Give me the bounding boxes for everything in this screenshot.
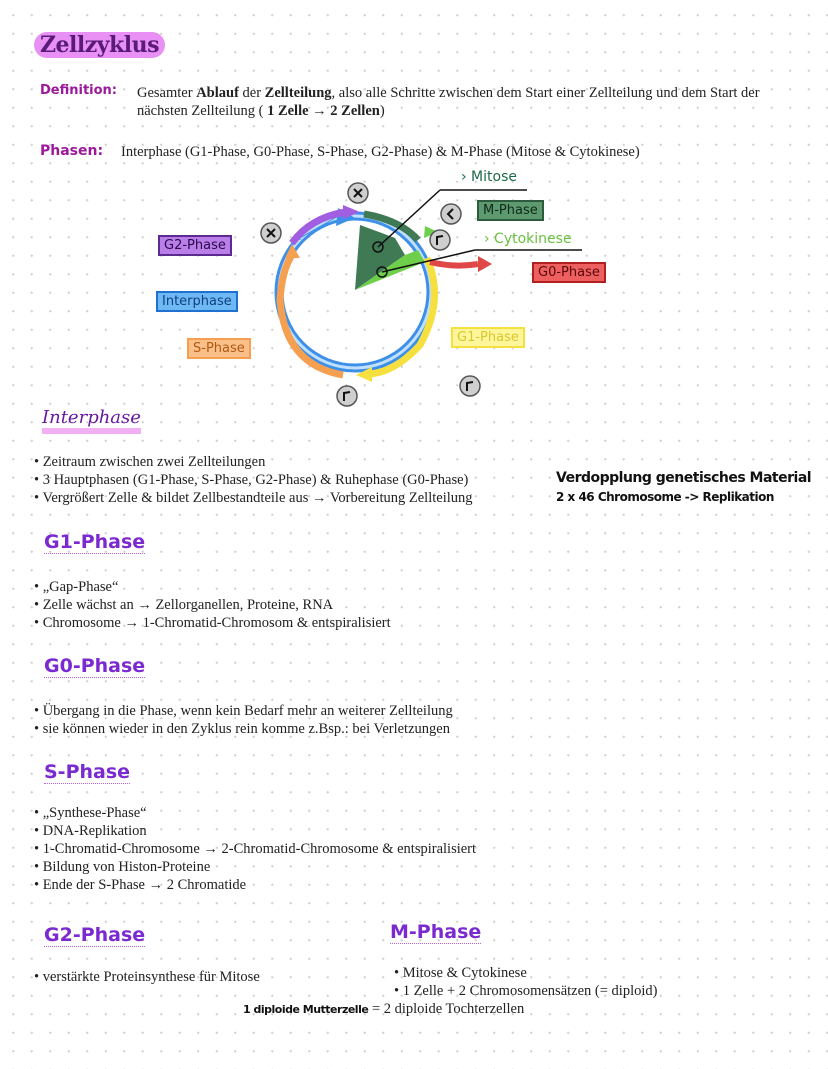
list-item: • 1-Chromatid-Chromosome → 2-Chromatid-Chromosome & entspiralisiert xyxy=(34,840,476,858)
s-phase-label: S-Phase xyxy=(187,338,251,359)
phasen-text: Interphase (G1-Phase, G0-Phase, S-Phase, G2-Phase) & M-Phase (Mitose & Cytokinese) xyxy=(121,144,640,160)
g2-heading: G2-Phase xyxy=(44,924,146,946)
mitose-label: › Mitose xyxy=(461,169,517,185)
g0-arrow xyxy=(430,262,478,266)
text-bold: Zellteilung xyxy=(264,85,332,101)
interphase-list xyxy=(34,453,473,507)
g2-phase-label: G2-Phase xyxy=(158,235,232,256)
list-item: • Mitose & Cytokinese xyxy=(394,964,657,982)
mitosis-wedge xyxy=(355,225,405,290)
m-list xyxy=(394,964,657,1000)
m-result-line xyxy=(243,1000,524,1018)
list-item: • DNA-Replikation xyxy=(34,822,476,840)
interphase-label: Interphase xyxy=(156,291,238,312)
text: Gesamter xyxy=(137,85,197,101)
list-item: • „Gap-Phase“ xyxy=(34,578,391,596)
list-item: • verstärkte Proteinsynthese für Mitose xyxy=(34,968,260,986)
g1-heading: G1-Phase xyxy=(44,531,146,553)
list-item: • Übergang in die Phase, wenn kein Bedarf mehr an weiterer Zellteilung xyxy=(34,702,453,720)
handwritten-note: 1 diploide Mutterzelle xyxy=(243,1003,369,1016)
list-item: • „Synthese-Phase“ xyxy=(34,804,476,822)
cytokinese-label: › Cytokinese xyxy=(484,231,572,247)
text: , also alle Schritte zwischen dem Start einer Zellteilung und dem Start der nächsten Zellteilung ( xyxy=(137,85,760,119)
s-heading: S-Phase xyxy=(44,761,131,783)
g2-list xyxy=(34,968,260,986)
list-item: • Zeitraum zwischen zwei Zellteilungen xyxy=(34,453,473,471)
s-list xyxy=(34,804,476,894)
list-item: • 1 Zelle + 2 Chromosomensätzen (= diploid) xyxy=(394,982,657,1000)
g0-heading: G0-Phase xyxy=(44,655,146,677)
text-bold: 1 Zelle → 2 Zellen xyxy=(267,103,380,119)
list-item: • sie können wieder in den Zyklus rein komme z.Bsp.: bei Verletzungen xyxy=(34,720,453,738)
phasen-label: Phasen: xyxy=(40,143,104,159)
list-item: • Chromosome → 1-Chromatid-Chromosom & entspiralisiert xyxy=(34,614,391,632)
cell-cycle-diagram xyxy=(0,0,828,420)
list-item: • Vergrößert Zelle & bildet Zellbestandteile aus → Vorbereitung Zellteilung xyxy=(34,489,473,507)
m-phase-label: M-Phase xyxy=(477,200,544,221)
interphase-ring-inner xyxy=(279,216,431,368)
list-item: • Ende der S-Phase → 2 Chromatide xyxy=(34,876,476,894)
list-item: • Zelle wächst an → Zellorganellen, Proteine, RNA xyxy=(34,596,391,614)
definition-label: Definition: xyxy=(40,83,118,98)
text: ) xyxy=(379,103,385,119)
list-item: • 3 Hauptphasen (G1-Phase, S-Phase, G2-Phase) & Ruhephase (G0-Phase) xyxy=(34,471,473,489)
page-title: Zellzyklus xyxy=(34,32,165,58)
g0-list xyxy=(34,702,453,738)
list-item: • Bildung von Histon-Proteine xyxy=(34,858,476,876)
m-heading: M-Phase xyxy=(390,921,482,943)
handwritten-note: 2 x 46 Chromosome -> Replikation xyxy=(556,490,774,504)
g1-list xyxy=(34,578,391,632)
g0-arrowhead xyxy=(478,256,492,272)
text-bold: Ablauf xyxy=(196,85,239,101)
text: der xyxy=(238,85,265,101)
handwritten-note: Verdopplung genetisches Material xyxy=(556,470,812,486)
result-text: = 2 diploide Tochterzellen xyxy=(368,1001,525,1017)
g0-phase-label: G0-Phase xyxy=(532,262,606,283)
g1-phase-label: G1-Phase xyxy=(451,327,525,348)
interphase-heading: Interphase xyxy=(42,408,141,434)
